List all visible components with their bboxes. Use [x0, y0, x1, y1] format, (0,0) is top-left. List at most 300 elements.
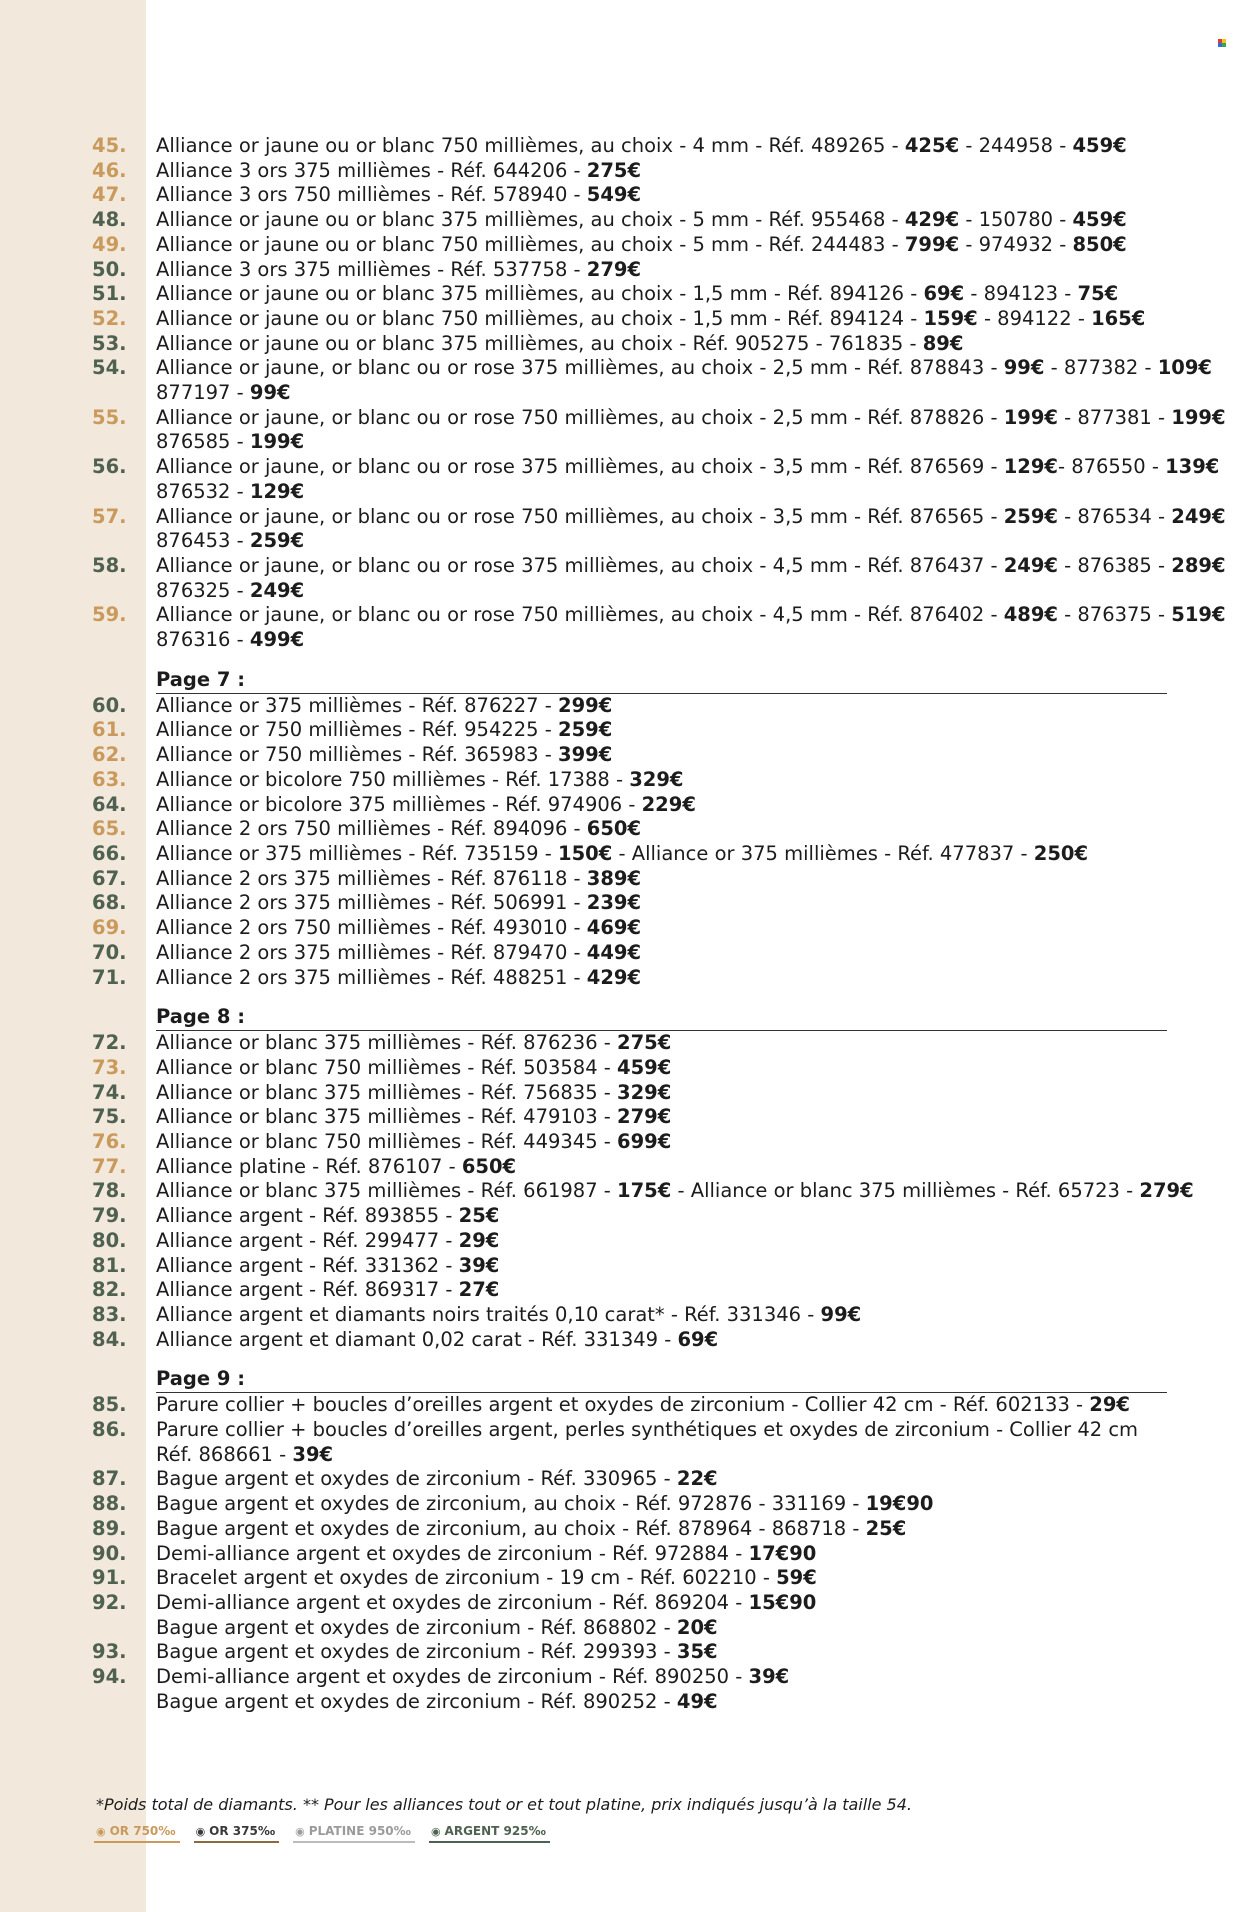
item-number: 47. [92, 183, 127, 207]
item-text: - 974932 - [959, 232, 1073, 256]
item-description [156, 1542, 1167, 1567]
list-item [92, 1056, 1167, 1081]
item-text: Alliance or jaune, or blanc ou or rose 750 millièmes, au choix - 2,5 mm - Réf. 878826 - [156, 405, 1004, 429]
item-description [156, 1443, 1167, 1468]
item-number: 65. [92, 817, 127, 841]
price: 429€ [904, 208, 960, 232]
price: 459€ [617, 1055, 672, 1079]
price: 249€ [1003, 553, 1058, 577]
item-number: 52. [92, 306, 127, 330]
item-description [156, 1616, 1167, 1641]
section-title: Page 9 : [156, 1367, 246, 1391]
item-text: Alliance or 750 millièmes - Réf. 954225 - [156, 718, 559, 742]
section-heading [156, 1367, 1167, 1393]
list-item [92, 258, 1167, 283]
price: 25€ [458, 1204, 500, 1228]
price: 650€ [461, 1154, 517, 1178]
list-item [92, 1690, 1167, 1715]
price: 199€ [1003, 405, 1058, 429]
list-item [92, 455, 1220, 480]
legend-label: OR 750‰ [109, 1824, 176, 1838]
price: 17€90 [748, 1541, 817, 1565]
item-description [156, 430, 1167, 455]
price: 75€ [1077, 282, 1119, 306]
list-item [92, 553, 1226, 579]
item-text: - 894122 - [977, 306, 1092, 330]
item-text: Alliance or blanc 750 millièmes - Réf. 449345 - [156, 1130, 618, 1154]
item-description [156, 743, 1167, 768]
list-item [92, 183, 1167, 208]
list-item [92, 1393, 1167, 1418]
item-text: Alliance or 375 millièmes - Réf. 876227 - [156, 693, 559, 717]
item-text: - 876385 - [1057, 553, 1172, 577]
price: 799€ [904, 232, 960, 256]
item-text: Alliance argent - Réf. 869317 - [156, 1278, 459, 1302]
price: 159€ [923, 306, 978, 330]
item-description [156, 529, 1167, 554]
item-number: 78. [92, 1179, 127, 1203]
item-number [92, 628, 156, 653]
price: 99€ [249, 381, 291, 405]
item-number [92, 1443, 156, 1468]
item-text: Alliance 2 ors 375 millièmes - Réf. 876118 - [156, 866, 587, 890]
price: 199€ [1171, 405, 1226, 429]
item-text: Alliance or blanc 375 millièmes - Réf. 661987 - [156, 1179, 618, 1203]
item-description [156, 867, 1167, 892]
item-text: Bracelet argent et oxydes de zirconium - 19 cm - Réf. 602210 - [156, 1566, 777, 1590]
item-number: 49. [92, 232, 127, 256]
item-number: 56. [92, 455, 127, 479]
list-item [92, 1204, 1167, 1229]
price: 69€ [923, 282, 965, 306]
price: 99€ [1003, 356, 1045, 380]
list-item [92, 480, 1167, 505]
legend-label: PLATINE 950‰ [308, 1824, 411, 1838]
price: 850€ [1072, 232, 1127, 256]
item-description [156, 1665, 1167, 1690]
list-item [92, 1640, 1167, 1665]
item-text: Alliance or 375 millièmes - Réf. 735159 - [156, 841, 559, 865]
list-item [92, 1443, 1167, 1468]
item-number: 61. [92, 718, 127, 742]
item-description [156, 1254, 1167, 1279]
item-text: Alliance or 750 millièmes - Réf. 365983 - [156, 743, 559, 767]
item-number: 59. [92, 603, 127, 627]
item-description [156, 916, 1167, 941]
legend-badge [94, 1822, 180, 1843]
list-item [92, 1328, 1167, 1353]
list-item [92, 743, 1167, 768]
list-item [92, 1130, 1167, 1155]
item-text: - 877381 - [1057, 405, 1172, 429]
item-number: 68. [92, 891, 127, 915]
item-number: 69. [92, 916, 127, 940]
list-item [92, 1303, 1167, 1328]
list-item [92, 504, 1226, 530]
item-text: - 876550 - [1057, 455, 1166, 479]
item-text: Alliance or blanc 375 millièmes - Réf. 479103 - [156, 1105, 618, 1129]
item-description [156, 480, 1167, 505]
item-text: Bague argent et oxydes de zirconium - Réf. 299393 - [156, 1640, 677, 1664]
item-description [156, 891, 1167, 916]
item-description [156, 233, 1167, 258]
item-text: Alliance or jaune ou or blanc 750 millièmes, au choix - 1,5 mm - Réf. 894124 - [156, 306, 924, 330]
item-text: - 894123 - [964, 282, 1078, 306]
item-text: 877197 - [156, 381, 250, 405]
item-number: 86. [92, 1418, 127, 1442]
list-item [92, 208, 1167, 233]
price: 425€ [904, 134, 960, 157]
item-text: Bague argent et oxydes de zirconium, au choix - Réf. 972876 - 331169 - [156, 1492, 866, 1516]
list-item [92, 233, 1167, 258]
price: 650€ [586, 817, 642, 841]
item-number [92, 529, 156, 554]
item-number: 58. [92, 553, 127, 577]
price: 199€ [249, 430, 305, 454]
item-text: Demi-alliance argent et oxydes de zirconium - Réf. 972884 - [156, 1541, 749, 1565]
item-text: Alliance 2 ors 375 millièmes - Réf. 879470 - [156, 940, 587, 964]
price: 489€ [1003, 603, 1058, 627]
item-text: Demi-alliance argent et oxydes de zirconium - Réf. 869204 - [156, 1590, 749, 1614]
item-text: 876585 - [156, 430, 250, 454]
item-number: 45. [92, 134, 127, 157]
item-number: 73. [92, 1055, 127, 1079]
price: 279€ [586, 257, 642, 281]
price: 19€90 [865, 1492, 934, 1516]
item-description [156, 1105, 1167, 1130]
list-item [92, 916, 1167, 941]
list-item [92, 793, 1167, 818]
item-text: Alliance argent et diamant 0,02 carat - Réf. 331349 - [156, 1327, 678, 1351]
item-description [156, 1467, 1167, 1492]
price: 249€ [1171, 504, 1226, 528]
price: 329€ [629, 767, 684, 791]
item-text: Alliance or jaune ou or blanc 375 millièmes, au choix - 1,5 mm - Réf. 894126 - [156, 282, 924, 306]
item-text: - Alliance or 375 millièmes - Réf. 477837 - [612, 841, 1034, 865]
price: 250€ [1033, 841, 1089, 865]
legend-label: ARGENT 925‰ [444, 1824, 546, 1838]
list-item [92, 891, 1167, 916]
list-item [92, 768, 1167, 793]
list-item [92, 694, 1167, 719]
item-text: Réf. 868661 - [156, 1442, 293, 1466]
item-text: - 150780 - [959, 208, 1073, 232]
item-text: Alliance 2 ors 750 millièmes - Réf. 894096 - [156, 817, 587, 841]
price: 29€ [458, 1228, 500, 1252]
item-text: Bague argent et oxydes de zirconium - Réf. 330965 - [156, 1467, 677, 1491]
item-text: - 877382 - [1044, 356, 1158, 380]
item-description [156, 1278, 1167, 1303]
price: 289€ [1171, 553, 1226, 577]
item-description [156, 941, 1167, 966]
item-text: Alliance or jaune, or blanc ou or rose 375 millièmes, au choix - 4,5 mm - Réf. 876437 - [156, 553, 1004, 577]
list-item [92, 282, 1167, 307]
list-item [92, 1517, 1167, 1542]
item-description [156, 332, 1167, 357]
item-number: 57. [92, 504, 127, 528]
list-item [92, 1591, 1167, 1616]
item-number: 79. [92, 1204, 127, 1228]
item-description [156, 1517, 1167, 1542]
item-text: Alliance argent - Réf. 331362 - [156, 1253, 459, 1277]
item-description [156, 159, 1167, 184]
item-text: Alliance or jaune, or blanc ou or rose 375 millièmes, au choix - 3,5 mm - Réf. 876569 - [156, 455, 1004, 479]
metal-legend [94, 1822, 550, 1843]
item-description [156, 554, 1226, 579]
list-item [92, 1229, 1167, 1254]
item-text: Alliance platine - Réf. 876107 - [156, 1154, 462, 1178]
item-description [156, 579, 1167, 604]
list-item [92, 381, 1167, 406]
price: 39€ [748, 1665, 790, 1689]
price: 20€ [676, 1615, 718, 1639]
price: 275€ [617, 1031, 672, 1055]
item-description [156, 603, 1226, 628]
section-title: Page 7 : [156, 667, 246, 691]
item-text: Alliance or jaune ou or blanc 750 millièmes, au choix - 5 mm - Réf. 244483 - [156, 232, 905, 256]
price: 39€ [458, 1253, 500, 1277]
item-description [156, 718, 1167, 743]
item-number: 55. [92, 405, 127, 429]
item-number: 93. [92, 1640, 127, 1664]
list-item [92, 1179, 1194, 1204]
item-number: 87. [92, 1467, 127, 1491]
price: 459€ [1072, 134, 1127, 157]
item-number: 90. [92, 1541, 127, 1565]
item-number: 80. [92, 1228, 127, 1252]
list-item [92, 867, 1167, 892]
item-description [156, 1303, 1167, 1328]
item-description [156, 1056, 1167, 1081]
item-number: 91. [92, 1566, 127, 1590]
price: 139€ [1165, 455, 1220, 479]
item-description [156, 1566, 1167, 1591]
price: 239€ [586, 891, 642, 915]
item-number: 63. [92, 767, 127, 791]
price: 459€ [1072, 208, 1127, 232]
price: 275€ [586, 158, 642, 182]
item-text: Alliance or blanc 375 millièmes - Réf. 756835 - [156, 1080, 618, 1104]
price: 25€ [865, 1516, 907, 1540]
price: 99€ [820, 1302, 862, 1326]
item-description [156, 1229, 1167, 1254]
item-text: - 876534 - [1057, 504, 1172, 528]
item-number: 85. [92, 1393, 127, 1417]
price: 69€ [677, 1327, 719, 1351]
item-number [92, 381, 156, 406]
item-number: 71. [92, 965, 127, 989]
item-description [156, 183, 1167, 208]
item-text: - Alliance or blanc 375 millièmes - Réf. 65723 - [671, 1179, 1140, 1203]
price: 549€ [586, 183, 642, 207]
item-text: - 876375 - [1057, 603, 1172, 627]
legend-badge [429, 1822, 550, 1843]
item-description [156, 1130, 1167, 1155]
item-text: Parure collier + boucles d’oreilles argent, perles synthétiques et oxydes de zirconium - Collier 42 cm [156, 1418, 1139, 1442]
list-item [92, 1418, 1167, 1443]
item-description [156, 1690, 1167, 1715]
item-description [156, 1031, 1167, 1056]
list-item [92, 1031, 1167, 1056]
item-description [156, 628, 1167, 653]
item-number: 48. [92, 208, 127, 232]
price: 519€ [1171, 603, 1226, 627]
list-item [92, 1467, 1167, 1492]
item-number [92, 1616, 156, 1641]
item-text: Alliance 3 ors 375 millièmes - Réf. 644206 - [156, 158, 587, 182]
item-text: Parure collier + boucles d’oreilles argent et oxydes de zirconium - Collier 42 cm - Réf. 602133 - [156, 1393, 1090, 1417]
item-text: - 244958 - [959, 134, 1073, 157]
price: 22€ [676, 1467, 718, 1491]
price: 89€ [922, 331, 964, 355]
item-number: 66. [92, 841, 127, 865]
item-text: 876453 - [156, 529, 250, 553]
price: 279€ [617, 1105, 672, 1129]
price: 259€ [558, 718, 613, 742]
section-title: Page 8 : [156, 1005, 246, 1029]
item-description [156, 1155, 1167, 1180]
item-description [156, 793, 1167, 818]
item-text: Alliance or jaune ou or blanc 750 millièmes, au choix - 4 mm - Réf. 489265 - [156, 134, 905, 157]
item-description [156, 505, 1226, 530]
price: 109€ [1157, 356, 1212, 380]
item-description [156, 1081, 1167, 1106]
item-text: Alliance 2 ors 750 millièmes - Réf. 493010 - [156, 916, 587, 940]
item-number: 84. [92, 1327, 127, 1351]
list-item [92, 405, 1226, 431]
price: 429€ [586, 965, 642, 989]
legend-badge [293, 1822, 415, 1843]
item-number: 94. [92, 1665, 127, 1689]
item-description [156, 1418, 1167, 1443]
item-description [156, 768, 1167, 793]
price: 39€ [292, 1442, 334, 1466]
price: 449€ [586, 940, 642, 964]
item-number: 81. [92, 1253, 127, 1277]
list-item [92, 1492, 1167, 1517]
item-description [156, 307, 1167, 332]
item-text: Alliance or bicolore 375 millièmes - Réf. 974906 - [156, 792, 642, 816]
item-text: Alliance 2 ors 375 millièmes - Réf. 506991 - [156, 891, 587, 915]
item-description [156, 208, 1167, 233]
item-description [156, 282, 1167, 307]
legend-label: OR 375‰ [209, 1824, 276, 1838]
item-number: 46. [92, 158, 127, 182]
list-item [92, 718, 1167, 743]
price: 29€ [1089, 1393, 1131, 1417]
price: 469€ [586, 916, 642, 940]
list-item [92, 159, 1167, 184]
item-text: 876325 - [156, 578, 250, 602]
item-description [156, 381, 1167, 406]
item-number: 51. [92, 282, 127, 306]
list-item [92, 1665, 1167, 1690]
list-item [92, 842, 1167, 867]
item-number: 74. [92, 1080, 127, 1104]
item-description [156, 356, 1212, 381]
item-number: 83. [92, 1302, 127, 1326]
item-description [156, 1393, 1167, 1418]
item-text: Alliance or blanc 375 millièmes - Réf. 876236 - [156, 1031, 618, 1055]
item-text: Alliance or jaune, or blanc ou or rose 750 millièmes, au choix - 3,5 mm - Réf. 876565 - [156, 504, 1004, 528]
item-description [156, 1204, 1167, 1229]
price: 329€ [617, 1080, 672, 1104]
item-number: 50. [92, 257, 127, 281]
item-text: Alliance or blanc 750 millièmes - Réf. 503584 - [156, 1055, 618, 1079]
list-item [92, 1155, 1167, 1180]
section-heading [156, 1005, 1167, 1031]
price: 27€ [458, 1278, 500, 1302]
item-text: 876532 - [156, 479, 250, 503]
list-item [92, 332, 1167, 357]
list-item [92, 356, 1212, 381]
list-item [92, 1278, 1167, 1303]
item-text: Bague argent et oxydes de zirconium, au choix - Réf. 878964 - 868718 - [156, 1516, 866, 1540]
item-description [156, 1328, 1167, 1353]
list-item [92, 529, 1167, 554]
price: 299€ [558, 693, 613, 717]
item-number: 76. [92, 1130, 127, 1154]
list-item [92, 966, 1167, 991]
item-text: Alliance 3 ors 375 millièmes - Réf. 537758 - [156, 257, 587, 281]
item-text: Alliance or jaune ou or blanc 375 millièmes, au choix - 5 mm - Réf. 955468 - [156, 208, 905, 232]
item-text: Alliance argent - Réf. 299477 - [156, 1228, 459, 1252]
item-number: 53. [92, 331, 127, 355]
item-number [92, 1690, 156, 1715]
list-item [92, 1616, 1167, 1641]
price: 249€ [249, 578, 305, 602]
price-list [92, 134, 1226, 1714]
section-heading [156, 668, 1167, 694]
list-item [92, 1566, 1167, 1591]
item-number: 60. [92, 693, 127, 717]
item-number: 88. [92, 1492, 127, 1516]
price: 699€ [617, 1130, 672, 1154]
list-item [92, 941, 1167, 966]
item-text: Alliance or jaune ou or blanc 375 millièmes, au choix - Réf. 905275 - 761835 - [156, 331, 923, 355]
item-number: 67. [92, 866, 127, 890]
item-number: 62. [92, 743, 127, 767]
list-item [92, 307, 1167, 332]
price: 259€ [1003, 504, 1058, 528]
gold-rings-icon: ◉ [96, 1824, 106, 1838]
item-description [156, 817, 1167, 842]
item-text: Alliance argent et diamants noirs traités 0,10 carat* - Réf. 331346 - [156, 1302, 821, 1326]
item-number: 54. [92, 356, 127, 380]
list-item [92, 1081, 1167, 1106]
gold-rings-icon: ◉ [195, 1824, 206, 1838]
item-text: Alliance or bicolore 750 millièmes - Réf. 17388 - [156, 767, 630, 791]
item-number: 72. [92, 1031, 127, 1055]
platinum-ring-icon: ◉ [295, 1824, 305, 1838]
price: 15€90 [748, 1590, 817, 1614]
price: 399€ [558, 743, 613, 767]
item-description [156, 455, 1219, 480]
item-number [92, 480, 156, 505]
item-number: 77. [92, 1154, 127, 1178]
list-item [92, 1254, 1167, 1279]
corner-color-mark [1218, 39, 1226, 47]
silver-ring-icon: ◉ [430, 1824, 441, 1838]
item-text: Bague argent et oxydes de zirconium - Réf. 890252 - [156, 1689, 677, 1713]
price: 165€ [1091, 306, 1146, 330]
footnote: *Poids total de diamants. ** Pour les alliances tout or et tout platine, prix indiqués jusqu’à la taille 54. [96, 1795, 912, 1814]
item-text: Alliance 3 ors 750 millièmes - Réf. 578940 - [156, 183, 587, 207]
item-text: Alliance 2 ors 375 millièmes - Réf. 488251 - [156, 965, 587, 989]
price: 175€ [617, 1179, 672, 1203]
list-item [92, 430, 1167, 455]
item-description [156, 1179, 1194, 1204]
